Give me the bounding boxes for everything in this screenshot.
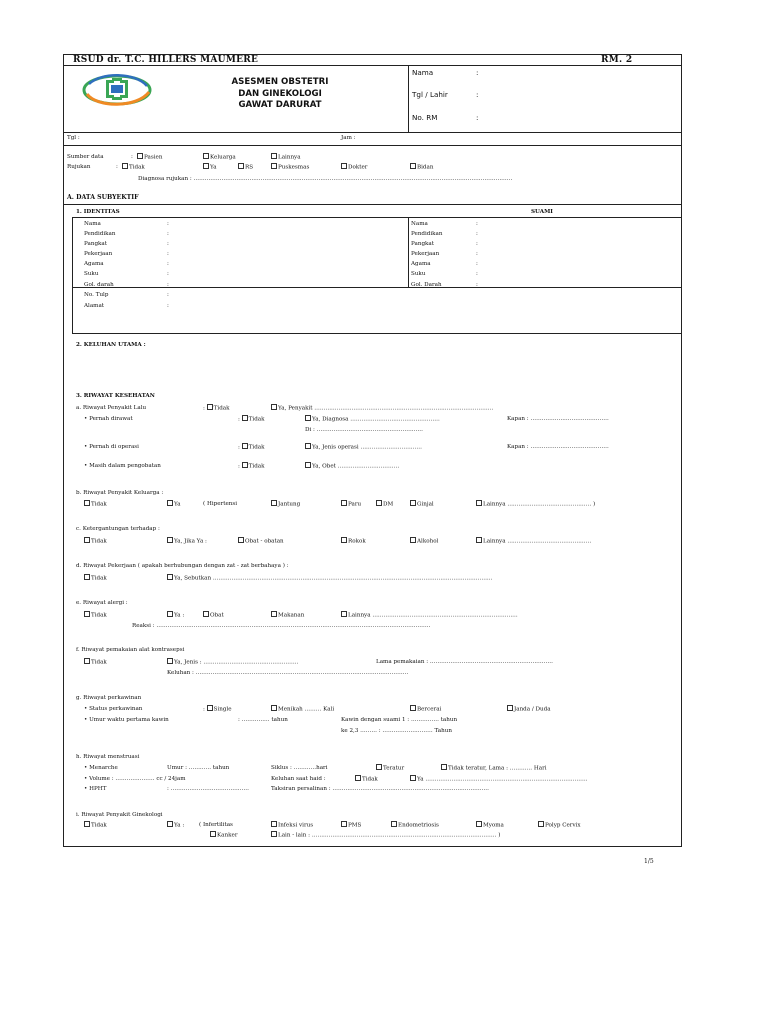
- identitas-heading: 1. IDENTITAS: [76, 209, 120, 215]
- field-label: Pekerjaan: [411, 251, 440, 258]
- page-number: 1/5: [644, 858, 654, 865]
- menarche-label: • Menarche: [84, 765, 118, 771]
- option-label: Rokok: [348, 538, 366, 545]
- checkbox-icon[interactable]: [341, 821, 347, 827]
- option-label: PMS: [348, 822, 362, 829]
- option-label: Ya, Diagnosa …………………………………………: [312, 416, 440, 423]
- form-title-line: GAWAT DARURAT: [238, 100, 322, 110]
- option-label: Lainnya ……………………………………… ): [483, 501, 596, 508]
- pengobatan-label: • Masih dalam pengobatan: [84, 463, 161, 469]
- keluhan-haid-label: Keluhan saat haid :: [271, 776, 326, 782]
- option-ya-diagnosa[interactable]: [305, 416, 440, 423]
- colon: :: [167, 281, 169, 288]
- option-label: Ya, Jenis : ……………………………………………: [174, 659, 299, 666]
- option-label: Ginjal: [417, 501, 434, 508]
- diagnosa-rujukan[interactable]: Diagnosa rujukan : ………………………………………………………………………………………………………………………………………………………: [138, 176, 513, 182]
- option-tidak[interactable]: [84, 575, 107, 582]
- checkbox-icon[interactable]: [410, 775, 416, 781]
- option-label: Tidak: [213, 405, 230, 412]
- colon: :: [167, 302, 169, 309]
- option-label: Myoma: [483, 822, 504, 829]
- option-label: Obat - obatan: [245, 538, 284, 545]
- option-tidak[interactable]: [84, 538, 107, 545]
- rujukan-label: Rujukan: [67, 164, 91, 170]
- option-alkohol[interactable]: [410, 538, 438, 545]
- checkbox-icon[interactable]: [476, 537, 482, 543]
- kontrasepsi-label: f. Riwayat pemakaian alat kontrasepsi: [76, 647, 185, 653]
- option-kanker[interactable]: [210, 832, 238, 839]
- checkbox-icon[interactable]: [341, 500, 347, 506]
- option-label: Endometriosis: [398, 822, 439, 829]
- checkbox-icon[interactable]: [137, 153, 143, 159]
- divider: [408, 217, 409, 287]
- option-label: Polyp Cervix: [545, 822, 581, 829]
- option-label: Tidak: [129, 164, 145, 171]
- colon: :: [167, 271, 169, 278]
- option-jantung[interactable]: [271, 501, 300, 508]
- checkbox-icon[interactable]: [203, 611, 209, 617]
- option-lain-lain[interactable]: [271, 832, 500, 839]
- hpht-label: • HPHT: [84, 786, 107, 792]
- option-label: Ya ……………………………………………………………………………: [417, 776, 588, 783]
- checkbox-icon[interactable]: [167, 658, 173, 664]
- lama-pemakaian-field[interactable]: Lama pemakaian : …………………………………………………………: [376, 659, 553, 665]
- option-lainnya[interactable]: [476, 538, 591, 545]
- option-label: ( Infertilitas: [199, 822, 233, 828]
- option-pms[interactable]: [341, 822, 361, 829]
- id-colon: :: [476, 113, 479, 122]
- alergi-label: e. Riwayat alergi :: [76, 600, 128, 606]
- option-ya-operasi[interactable]: [305, 444, 422, 451]
- option-label: RS: [245, 164, 254, 171]
- option-label: Tidak: [91, 822, 107, 829]
- checkbox-icon[interactable]: [441, 764, 447, 770]
- option-obat[interactable]: [203, 612, 224, 619]
- colon: :: [167, 221, 169, 227]
- checkbox-icon[interactable]: [167, 537, 173, 543]
- ketergantungan-label: c. Ketergantungan terhadap :: [76, 526, 160, 532]
- checkbox-icon[interactable]: [122, 163, 128, 169]
- colon: :: [167, 241, 169, 248]
- option-label: DM: [383, 501, 394, 508]
- option-infertilitas[interactable]: [199, 822, 233, 828]
- option-endometriosis[interactable]: [391, 822, 439, 829]
- option-label: Bidan: [417, 164, 434, 171]
- checkbox-icon[interactable]: [376, 500, 382, 506]
- field-label: Agama: [411, 261, 431, 268]
- option-label: Ya :: [174, 822, 185, 829]
- checkbox-icon[interactable]: [238, 537, 244, 543]
- form-title: [210, 77, 350, 112]
- checkbox-icon[interactable]: [271, 831, 277, 837]
- checkbox-icon[interactable]: [305, 462, 311, 468]
- option-label: Menikah ……… Kali: [278, 706, 335, 713]
- checkbox-icon[interactable]: [271, 163, 277, 169]
- id-label-tgl-lahir: Tgl / Lahir: [412, 90, 448, 99]
- checkbox-icon[interactable]: [203, 153, 209, 159]
- id-colon: :: [476, 68, 479, 77]
- option-label: Ya, Sebutkan ……………………………………………………………………………………………………………………………………: [174, 575, 493, 582]
- option-lainnya[interactable]: [476, 501, 595, 508]
- dirawat-label: • Pernah dirawat: [84, 416, 133, 422]
- divider: [72, 333, 682, 334]
- checkbox-icon[interactable]: [242, 415, 248, 421]
- keluarga-label: b. Riwayat Penyakit Keluarga :: [76, 490, 164, 496]
- option-tidak[interactable]: : Tidak: [238, 444, 265, 451]
- field-label: Gol. darah: [84, 281, 114, 288]
- colon: :: [476, 251, 478, 258]
- divider: [72, 287, 682, 288]
- field-label: Pangkat: [84, 241, 108, 248]
- field-label: Agama: [84, 261, 104, 268]
- checkbox-icon[interactable]: [84, 500, 90, 506]
- option-label: Kanker: [217, 832, 238, 839]
- suami-heading: SUAMI: [531, 209, 553, 215]
- option-label: Lainnya ……………………………………………………………………: [348, 612, 518, 619]
- option-dokter[interactable]: [341, 164, 367, 171]
- checkbox-icon[interactable]: [410, 537, 416, 543]
- option-label: Ya, Jenis operasi ……………………………: [312, 444, 422, 451]
- option-puskesmas[interactable]: [271, 164, 309, 171]
- option-label: Makanan: [278, 612, 305, 619]
- field-label: Nama: [411, 221, 428, 227]
- option-paru[interactable]: [341, 501, 361, 508]
- hospital-name: RSUD dr. T.C. HILLERS MAUMERE: [73, 55, 259, 65]
- identitas-right-colons: [476, 219, 478, 290]
- kapan-field[interactable]: Kapan : ……………………………………: [507, 444, 609, 450]
- identitas-extra-colons: [167, 290, 169, 311]
- option-label: Teratur: [383, 765, 405, 772]
- field-label: Suku: [84, 271, 99, 278]
- id-label-nama: Nama: [412, 68, 434, 77]
- checkbox-icon[interactable]: [167, 574, 173, 580]
- checkbox-icon[interactable]: [476, 500, 482, 506]
- option-label: Ya: [174, 501, 181, 508]
- option-label: Tidak: [91, 538, 107, 545]
- option-infeksi-virus[interactable]: [271, 822, 313, 829]
- menstruasi-label: h. Riwayat menstruasi: [76, 754, 140, 760]
- colon: :: [476, 231, 478, 238]
- checkbox-icon[interactable]: [271, 500, 277, 506]
- option-ya[interactable]: [203, 164, 217, 171]
- option-tidak[interactable]: : Tidak: [203, 405, 230, 412]
- field-label: Alamat: [84, 302, 105, 309]
- pekerjaan-label: d. Riwayat Pekerjaan ( apakah berhubungan dengan zat - zat berbahaya ) :: [76, 563, 289, 569]
- option-ya-jika[interactable]: [167, 538, 207, 545]
- option-rokok[interactable]: [341, 538, 366, 545]
- checkbox-icon[interactable]: [242, 462, 248, 468]
- colon: :: [167, 261, 169, 268]
- hospital-logo: [79, 70, 155, 110]
- option-rs[interactable]: [238, 164, 253, 171]
- checkbox-icon[interactable]: [376, 764, 382, 770]
- checkbox-icon[interactable]: [391, 821, 397, 827]
- checkbox-icon[interactable]: [271, 404, 277, 410]
- keluhan-utama-heading: 2. KELUHAN UTAMA :: [76, 342, 146, 348]
- rm-code: RM. 2: [601, 55, 633, 65]
- option-label: Paru: [348, 501, 362, 508]
- option-dm[interactable]: [376, 501, 393, 508]
- option-label: Pasien: [144, 154, 163, 161]
- riwayat-heading: 3. RIWAYAT KESEHATAN: [76, 393, 155, 399]
- checkbox-icon[interactable]: [84, 537, 90, 543]
- option-label: Janda / Duda: [514, 706, 551, 713]
- option-label: Tidak: [248, 444, 265, 451]
- divider: [72, 217, 73, 333]
- option-ya[interactable]: [167, 822, 184, 829]
- option-ya[interactable]: [167, 612, 184, 619]
- option-hipertensi[interactable]: [203, 501, 237, 507]
- option-single[interactable]: : Single: [203, 706, 232, 713]
- option-tidak[interactable]: [84, 822, 107, 829]
- reaksi-field[interactable]: Reaksi : …………………………………………………………………………………………………………………………………: [132, 623, 431, 629]
- hpht-field[interactable]: : ……………………………………: [167, 786, 249, 792]
- volume-field[interactable]: • Volume : ………………… cc / 24jam: [84, 776, 186, 782]
- taksiran-field[interactable]: Taksiran persalinan : …………………………………………………………………………: [271, 786, 490, 792]
- kawin-suami-1-field[interactable]: Kawin dengan suami 1 : …………… tahun: [341, 717, 458, 723]
- option-label: Ya: [210, 164, 217, 171]
- option-label: Tidak: [91, 501, 107, 508]
- checkbox-icon[interactable]: [410, 163, 416, 169]
- option-label: Ya, Penyakit ……………………………………………………………………………………: [278, 405, 494, 412]
- option-label: Tidak: [248, 416, 265, 423]
- siklus-field[interactable]: Siklus : …………hari: [271, 765, 328, 771]
- checkbox-icon[interactable]: [167, 611, 173, 617]
- option-obat-obatan[interactable]: [238, 538, 284, 545]
- umur-menarche-field[interactable]: Umur : ………… tahun: [167, 765, 230, 771]
- checkbox-icon[interactable]: [341, 537, 347, 543]
- checkbox-icon[interactable]: [238, 163, 244, 169]
- umur-kawin-field[interactable]: : …………… tahun: [238, 717, 288, 723]
- option-menikah[interactable]: [271, 706, 334, 713]
- option-pasien[interactable]: [137, 154, 162, 161]
- colon: :: [167, 251, 169, 258]
- option-label: Tidak: [248, 463, 265, 470]
- checkbox-icon[interactable]: [271, 705, 277, 711]
- option-polyp-cervix[interactable]: [538, 822, 581, 829]
- checkbox-icon[interactable]: [305, 443, 311, 449]
- option-label: Lainnya: [278, 154, 301, 161]
- checkbox-icon[interactable]: [305, 415, 311, 421]
- option-label: Dokter: [348, 164, 368, 171]
- checkbox-icon[interactable]: [242, 443, 248, 449]
- colon: :: [476, 271, 478, 278]
- field-label: Suku: [411, 271, 426, 278]
- checkbox-icon[interactable]: [203, 163, 209, 169]
- checkbox-icon[interactable]: [476, 821, 482, 827]
- id-colon: :: [476, 90, 479, 99]
- lalu-label: a. Riwayat Penyakit Lalu: [76, 405, 147, 411]
- option-teratur[interactable]: [376, 765, 404, 772]
- checkbox-icon[interactable]: [207, 404, 213, 410]
- option-label: Lainnya ………………………………………: [483, 538, 592, 545]
- checkbox-icon[interactable]: [271, 821, 277, 827]
- checkbox-icon[interactable]: [538, 821, 544, 827]
- section-a-heading: A. DATA SUBYEKTIF: [67, 194, 139, 201]
- option-tidak[interactable]: [84, 659, 107, 666]
- checkbox-icon[interactable]: [410, 500, 416, 506]
- option-ya-sebutkan[interactable]: [167, 575, 493, 582]
- option-ya[interactable]: [410, 776, 588, 783]
- keluhan-kontrasepsi-field[interactable]: Keluhan : ……………………………………………………………………………………………………: [167, 670, 409, 676]
- status-perkawinan-label: • Status perkawinan: [84, 706, 143, 712]
- checkbox-icon[interactable]: [207, 705, 213, 711]
- option-label: Ya :: [174, 612, 185, 619]
- field-label: Pendidikan: [411, 231, 443, 238]
- divider: [63, 145, 682, 146]
- option-label: Puskesmas: [278, 164, 310, 171]
- field-label: Nama: [84, 221, 101, 227]
- colon: :: [131, 154, 133, 160]
- option-bidan[interactable]: [410, 164, 433, 171]
- option-tidak[interactable]: [355, 776, 378, 783]
- option-ya-jenis[interactable]: [167, 659, 299, 666]
- jam-label: Jam :: [341, 135, 356, 141]
- form-title-line: DAN GINEKOLOGI: [238, 88, 322, 99]
- option-tidak-teratur[interactable]: [441, 765, 547, 772]
- option-label: Tidak: [362, 776, 378, 783]
- option-makanan[interactable]: [271, 612, 304, 619]
- checkbox-icon[interactable]: [84, 821, 90, 827]
- umur-kawin-label: • Umur waktu pertama kawin: [84, 717, 169, 723]
- colon: :: [476, 261, 478, 268]
- option-tidak[interactable]: [122, 164, 145, 171]
- identitas-left-colons: [167, 219, 169, 290]
- colon: :: [167, 292, 169, 298]
- field-label: Pendidikan: [84, 231, 116, 238]
- option-lainnya[interactable]: [341, 612, 518, 619]
- option-label: Tidak teratur, Lama : ………… Hari: [448, 765, 547, 772]
- checkbox-icon[interactable]: [167, 500, 173, 506]
- divider: [63, 132, 682, 133]
- colon: :: [116, 164, 118, 170]
- option-ya-obat[interactable]: [305, 463, 399, 470]
- option-label: Alkohol: [417, 538, 439, 545]
- checkbox-icon[interactable]: [167, 821, 173, 827]
- option-label: Tidak: [91, 659, 107, 666]
- option-bercerai[interactable]: [410, 706, 441, 713]
- option-label: Infeksi virus: [278, 822, 314, 829]
- checkbox-icon[interactable]: [410, 705, 416, 711]
- kapan-field[interactable]: Kapan : ……………………………………: [507, 416, 609, 422]
- colon: :: [476, 241, 478, 248]
- option-tidak[interactable]: : Tidak: [238, 416, 265, 423]
- option-tidak[interactable]: : Tidak: [238, 463, 265, 470]
- form-title-line: ASESMEN OBSTETRI: [231, 77, 329, 87]
- checkbox-icon[interactable]: [355, 775, 361, 781]
- field-label: Gol. Darah: [411, 281, 442, 288]
- checkbox-icon[interactable]: [84, 574, 90, 580]
- operasi-label: • Pernah di operasi: [84, 444, 139, 450]
- option-tidak[interactable]: [84, 501, 107, 508]
- option-label: Lain - lain : ……………………………………………………………………………………… ): [278, 832, 501, 839]
- option-lainnya[interactable]: [271, 154, 301, 161]
- field-label: Pekerjaan: [84, 251, 113, 258]
- option-ya[interactable]: [167, 501, 181, 508]
- colon: :: [476, 221, 478, 227]
- di-field[interactable]: Di : …………………………………………………: [305, 427, 423, 433]
- option-label: Tidak: [91, 575, 107, 582]
- identitas-right-labels: [411, 219, 443, 290]
- identitas-left-labels: [84, 219, 116, 290]
- field-label: No. Tulp: [84, 292, 109, 298]
- checkbox-icon[interactable]: [341, 163, 347, 169]
- checkbox-icon[interactable]: [271, 611, 277, 617]
- option-label: Obat: [210, 612, 224, 619]
- checkbox-icon[interactable]: [84, 611, 90, 617]
- option-ya-penyakit[interactable]: [271, 405, 493, 412]
- option-tidak[interactable]: [84, 612, 107, 619]
- divider: [63, 204, 682, 205]
- tgl-label: Tgl :: [67, 135, 80, 141]
- option-ginjal[interactable]: [410, 501, 434, 508]
- perkawinan-label: g. Riwayat perkawinan: [76, 695, 142, 701]
- ginekologi-label: i. Riwayat Penyakit Ginekologi: [76, 812, 163, 818]
- checkbox-icon[interactable]: [84, 658, 90, 664]
- checkbox-icon[interactable]: [210, 831, 216, 837]
- option-label: Ya, Jika Ya :: [174, 538, 207, 545]
- identitas-extra-labels: [84, 290, 108, 311]
- id-label-no-rm: No. RM: [412, 113, 438, 122]
- checkbox-icon[interactable]: [341, 611, 347, 617]
- sumber-label: Sumber data: [67, 154, 104, 160]
- divider: [72, 217, 682, 218]
- field-label: Pangkat: [411, 241, 435, 248]
- divider: [63, 65, 682, 66]
- option-label: Bercerai: [417, 706, 442, 713]
- option-janda-duda[interactable]: [507, 706, 551, 713]
- checkbox-icon[interactable]: [271, 153, 277, 159]
- option-label: Keluarga: [210, 154, 236, 161]
- option-myoma[interactable]: [476, 822, 504, 829]
- colon: :: [167, 231, 169, 238]
- divider: [408, 65, 409, 132]
- option-label: Jantung: [278, 501, 301, 508]
- option-label: Tidak: [91, 612, 107, 619]
- option-label: Single: [213, 706, 232, 713]
- option-keluarga[interactable]: [203, 154, 236, 161]
- kawin-suami-23-field[interactable]: ke 2,3 ……… : ……………………… Tahun: [341, 728, 452, 734]
- option-label: ( Hipertensi: [203, 501, 238, 507]
- colon: :: [476, 281, 478, 288]
- checkbox-icon[interactable]: [507, 705, 513, 711]
- option-label: Ya, Obet ……………………………: [312, 463, 400, 470]
